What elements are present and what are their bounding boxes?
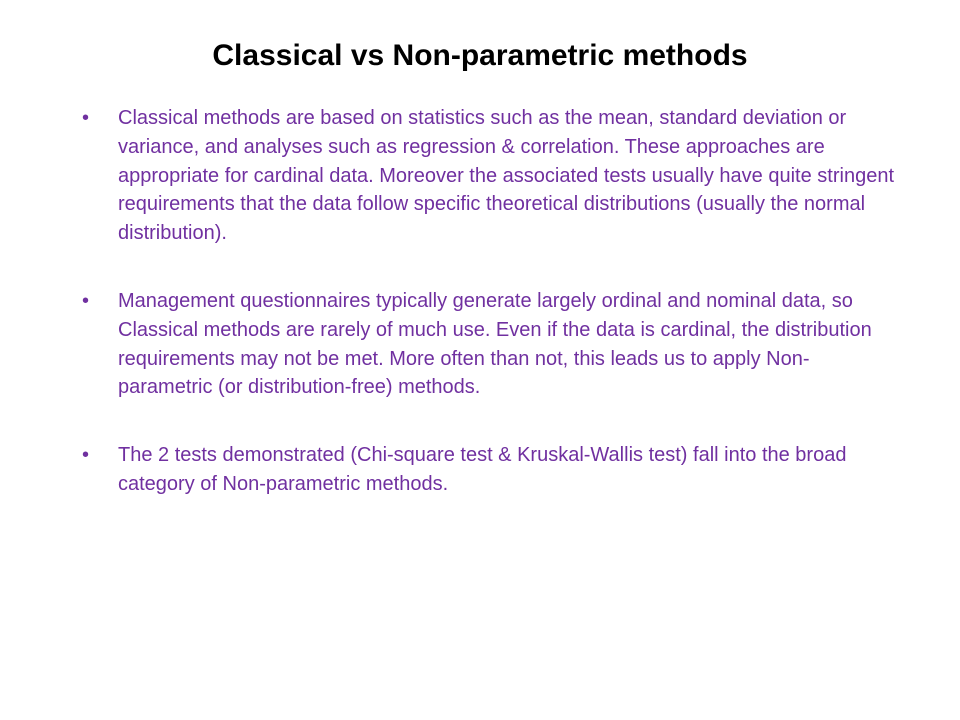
bullet-list [82, 104, 902, 538]
bullet-text: The 2 tests demonstrated (Chi-square test & Kruskal-Wallis test) fall into the broad category of Non-parametric methods. [118, 444, 847, 495]
bullet-dot-icon: • [82, 289, 90, 312]
bullet-text: Management questionnaires typically generate largely ordinal and nominal data, so Classical methods are rarely of much use. Even if the data is cardinal, the distribution requirements may not be met. More often than not, this leads us to apply Non-parametric (or distribution-free) methods. [118, 289, 872, 399]
slide-title: Classical vs Non-parametric methods [212, 39, 748, 72]
bullet-item [82, 287, 902, 402]
bullet-dot-icon: • [82, 107, 90, 129]
bullet-dot-icon: • [82, 444, 90, 467]
bullet-item [82, 104, 902, 248]
bullet-text: Classical methods are based on statistics such as the mean, standard deviation or variance, and analyses such as regression & correlation. These approaches are appropriate for cardinal data. Moreover the associated tests usually have quite stringent requirements that the data follow specific theoretical distributions (usually the normal distribution). [118, 107, 894, 245]
bullet-item [82, 441, 902, 499]
